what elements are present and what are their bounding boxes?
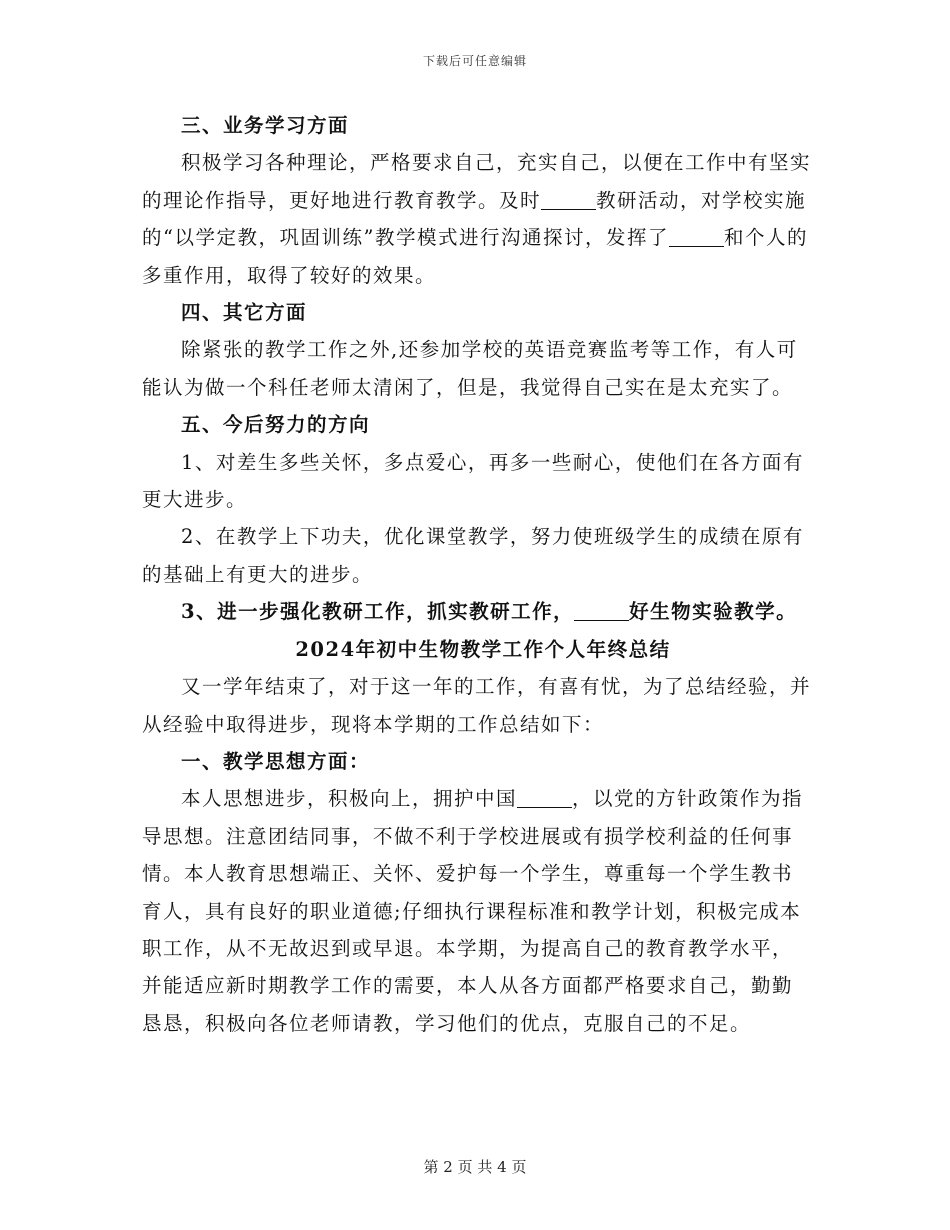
blank-line bbox=[669, 227, 724, 248]
list-item-text: 好生物实验教学。 bbox=[629, 600, 798, 624]
paragraph-text: 教研活动，对学校实施的“以学定教，巩固训练”教学模式进行沟通探讨，发挥了 bbox=[142, 188, 807, 250]
blank-line bbox=[574, 601, 629, 622]
section-heading-other: 四、其它方面 bbox=[181, 301, 308, 325]
list-item-text: 3、进一步强化教研工作，抓实教研工作， bbox=[181, 600, 575, 624]
list-item-2: 2、在教学上下功夫，优化课堂教学，努力使班级学生的成绩在原有的基础上有更大的进步。 bbox=[142, 525, 804, 586]
page-number: 第 2 页 共 4 页 bbox=[423, 1158, 527, 1176]
section-heading-teaching-thought: 一、教学思想方面： bbox=[181, 749, 371, 773]
paragraph-teaching-thought bbox=[142, 780, 812, 1042]
section-heading-business-study: 三、业务学习方面 bbox=[181, 114, 350, 137]
paragraph-other: 除紧张的教学工作之外,还参加学校的英语竞赛监考等工作，有人可能认为做一个科任老师太清闲了，但是，我觉得自己实在是太充实了。 bbox=[142, 338, 798, 399]
list-item-1: 1、对差生多些关怀，多点爱心，再多一些耐心，使他们在各方面有更大进步。 bbox=[142, 450, 804, 512]
blank-line bbox=[517, 788, 572, 809]
paragraph-text: 和个人的多重作用，取得了较好的效果。 bbox=[142, 226, 808, 287]
paragraph-text: ，以党的方针政策作为指导思想。注意团结同事，不做不利于学校进展或有损学校利益的任何事情。本人教育思想端正、关怀、爱护每一个学生，尊重每一个学生教书育人，具有良好的职业道德;仔细执行课程标准和教学计划，积极完成本职工作，从不无故迟到或早退。本学期，为提高自己的教育教学水平，并能适应新时期教学工作的需要，本人从各方面都严格要求自己，勤勤恳恳，积极向各位老师请教，学习他们的优点，克服自己的不足。 bbox=[142, 787, 804, 1035]
paragraph-intro: 又一学年结束了，对于这一年的工作，有喜有忧，为了总结经验，并从经验中取得进步，现将本学期的工作总结如下： bbox=[142, 675, 812, 736]
document-title: 2024年初中生物教学工作个人年终总结 bbox=[295, 637, 671, 661]
paragraph-text: 本人思想进步，积极向上，拥护中国 bbox=[181, 787, 518, 811]
blank-line bbox=[541, 189, 596, 210]
page-header: 下载后可任意编辑 bbox=[422, 54, 527, 68]
document-body bbox=[142, 107, 812, 1042]
paragraph-business-study bbox=[142, 144, 812, 294]
list-item-3 bbox=[142, 593, 812, 630]
section-heading-future-direction: 五、今后努力的方向 bbox=[181, 413, 371, 437]
paragraph-text: 积极学习各种理论，严格要求自己，充实自己，以便在工作中有坚实的理论作指导，更好地进行教育教学。及时 bbox=[142, 151, 812, 212]
